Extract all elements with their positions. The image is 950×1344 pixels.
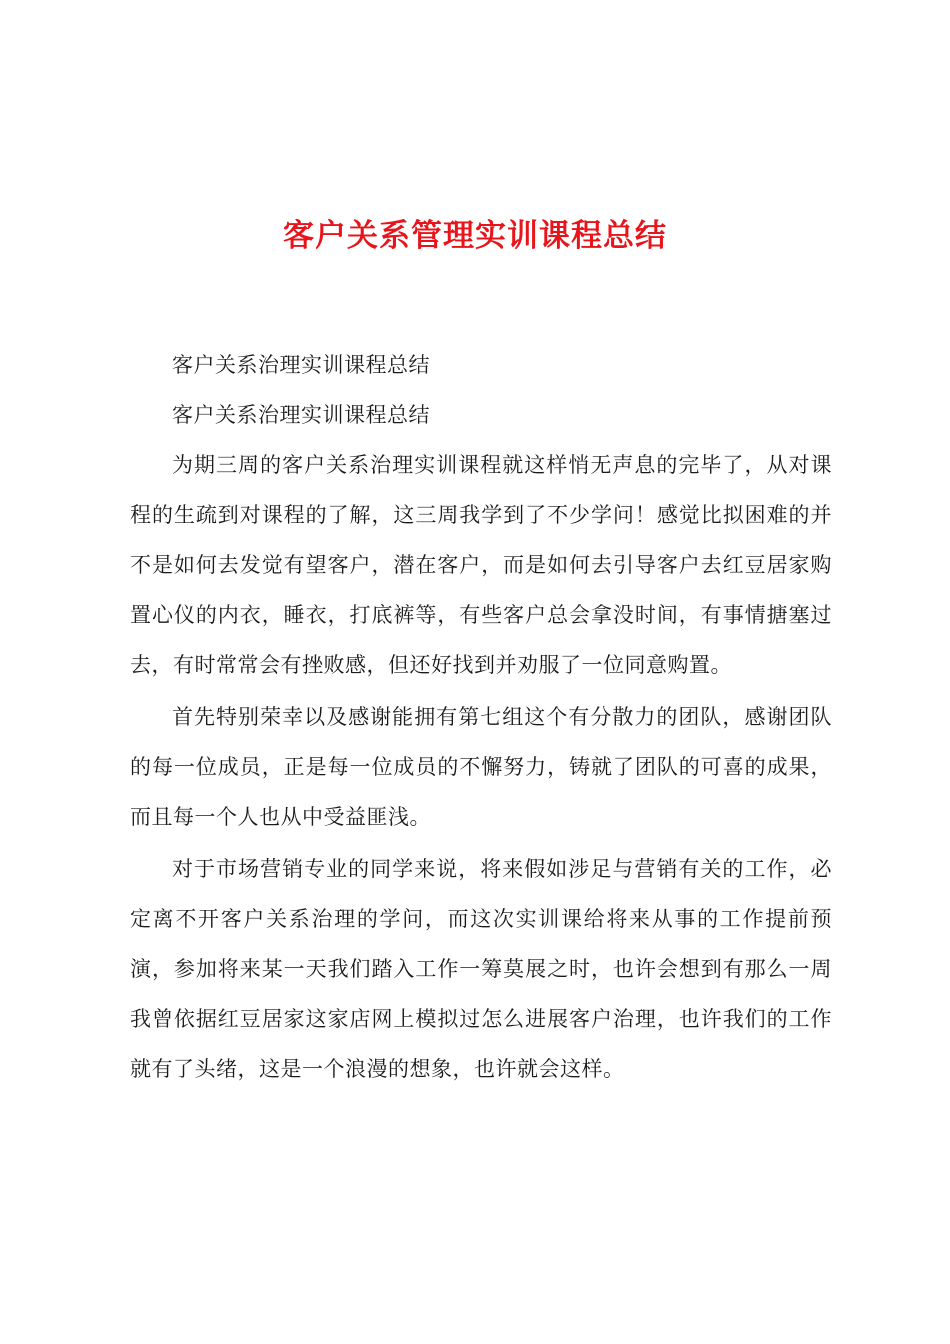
paragraph-team: 首先特别荣幸以及感谢能拥有第七组这个有分散力的团队，感谢团队的每一位成员，正是每一位成员的不懈努力，铸就了团队的可喜的成果，而且每一个人也从中受益匪浅。: [130, 705, 832, 829]
paragraph-intro: 为期三周的客户关系治理实训课程就这样悄无声息的完毕了，从对课程的生疏到对课程的了解，这三周我学到了不少学问！感觉比拟困难的并不是如何去发觉有望客户，潜在客户，而是如何去引导客户去红豆居家购置心仪的内衣，睡衣，打底裤等，有些客户总会拿没时间，有事情搪塞过去，有时常常会有挫败感，但还好找到并劝服了一位同意购置。: [130, 453, 832, 677]
paragraph-subtitle-1: 客户关系治理实训课程总结: [172, 353, 430, 377]
document-title: 客户关系管理实训课程总结: [283, 218, 667, 254]
document-body: [130, 340, 832, 1094]
paragraph-subtitle-2: 客户关系治理实训课程总结: [172, 403, 430, 427]
paragraph-future: 对于市场营销专业的同学来说，将来假如涉足与营销有关的工作，必定离不开客户关系治理的学问，而这次实训课给将来从事的工作提前预演，参加将来某一天我们踏入工作一筹莫展之时，也许会想到有那么一周我曾依据红豆居家这家店网上模拟过怎么进展客户治理，也许我们的工作就有了头绪，这是一个浪漫的想象，也许就会这样。: [130, 857, 832, 1081]
